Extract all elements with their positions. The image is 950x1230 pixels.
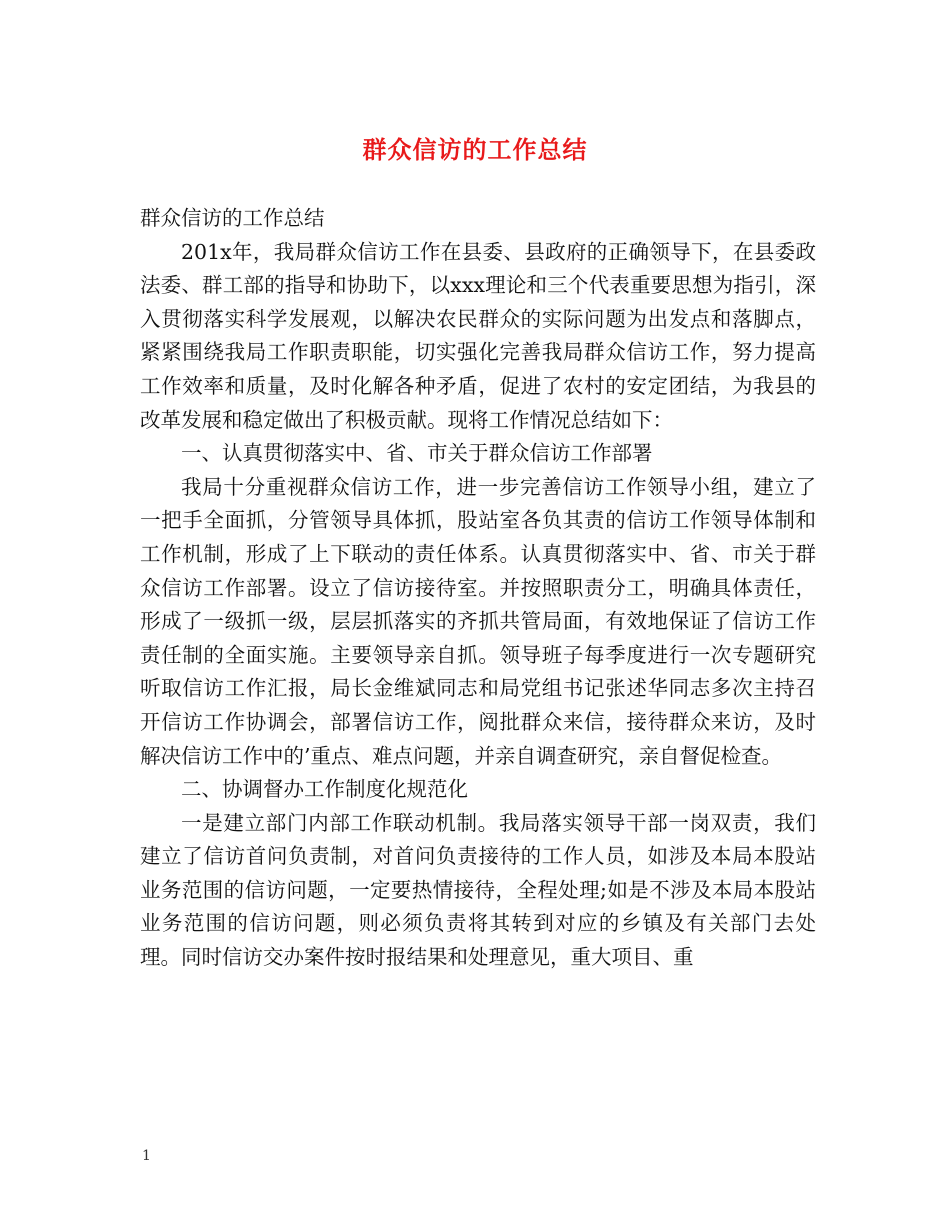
page-number: 1 bbox=[142, 1148, 151, 1164]
document-title: 群众信访的工作总结 bbox=[362, 136, 588, 164]
document-body bbox=[140, 202, 816, 975]
section-heading-1: 一、认真贯彻落实中、省、市关于群众信访工作部署 bbox=[181, 441, 653, 466]
section-heading-2: 二、协调督办工作制度化规范化 bbox=[181, 777, 468, 802]
paragraph-heading: 群众信访的工作总结 bbox=[140, 206, 325, 230]
paragraph-section-2: 一是建立部门内部工作联动机制。我局落实领导干部一岗双责，我们建立了信访首问负责制，对首问负责接待的工作人员，如涉及本局本股站业务范围的信访问题，一定要热情接待，全程处理;如是不涉及本局本股站业务范围的信访问题，则必须负责将其转到对应的乡镇及有关部门去处理。同时信访交办案件按时报结果和处理意见，重大项目、重 bbox=[140, 810, 816, 970]
paragraph-intro: 201x年，我局群众信访工作在县委、县政府的正确领导下，在县委政法委、群工部的指导和协助下，以xxx理论和三个代表重要思想为指引，深入贯彻落实科学发展观，以解决农民群众的实际问题为出发点和落脚点，紧紧围绕我局工作职责职能，切实强化完善我局群众信访工作，努力提高工作效率和质量，及时化解各种矛盾，促进了农村的安定团结，为我县的改革发展和稳定做出了积极贡献。现将工作情况总结如下： bbox=[140, 239, 816, 432]
paragraph-section-1: 我局十分重视群众信访工作，进一步完善信访工作领导小组，建立了一把手全面抓，分管领导具体抓，股站室各负其责的信访工作领导体制和工作机制，形成了上下联动的责任体系。认真贯彻落实中、省、市关于群众信访工作部署。设立了信访接待室。并按照职责分工，明确具体责任，形成了一级抓一级，层层抓落实的齐抓共管局面，有效地保证了信访工作责任制的全面实施。主要领导亲自抓。领导班子每季度进行一次专题研究听取信访工作汇报，局长金维斌同志和局党组书记张述华同志多次主持召开信访工作协调会，部署信访工作，阅批群众来信，接待群众来访，及时解决信访工作中的’重点、难点问题，并亲自调查研究，亲自督促检查。 bbox=[140, 474, 816, 768]
